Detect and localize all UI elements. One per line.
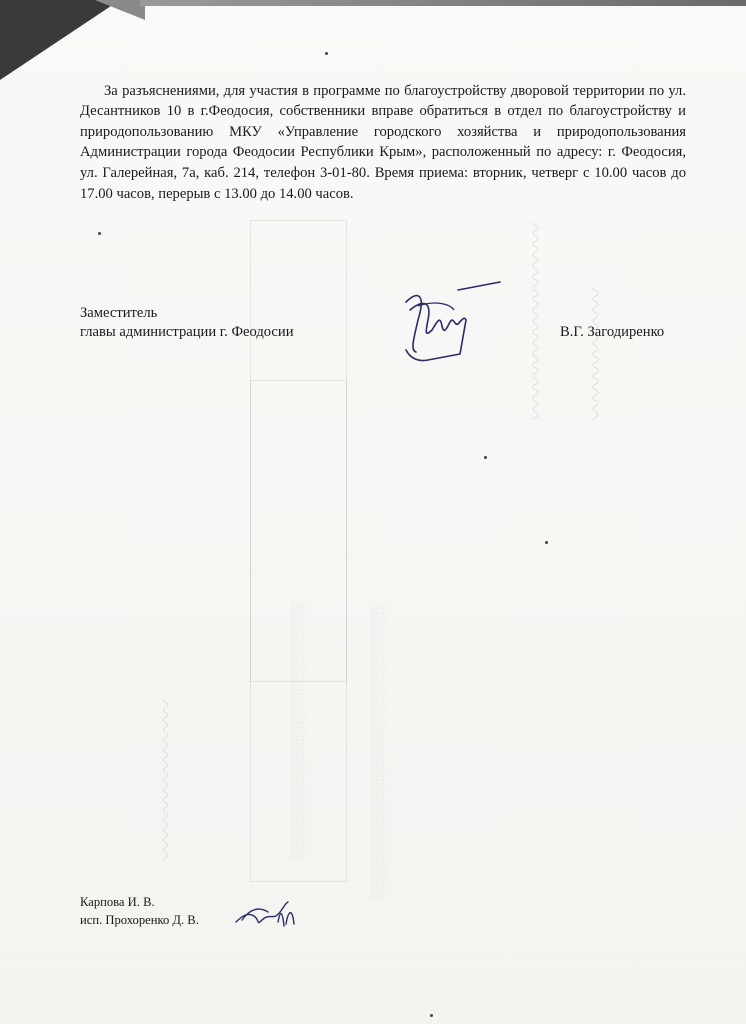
dust-speck (484, 456, 487, 459)
footer-line-1: Карпова И. В. (80, 895, 155, 909)
bleed-through-handwriting: 〰〰〰〰〰〰〰〰〰 (524, 221, 549, 420)
dust-speck (98, 232, 101, 235)
bleed-through-handwriting: 〰〰〰〰〰〰〰〰 (156, 700, 178, 860)
bleed-through-text: ░░░░░░░░░░░░░░░░░░░░░░░░░░░░ (290, 602, 305, 860)
top-edge-shadow (140, 0, 746, 6)
executor-signature (232, 898, 302, 932)
signatory-title-line2: главы администрации г. Феодосии (80, 324, 294, 340)
folded-corner-shadow (95, 0, 145, 20)
footer (80, 893, 199, 929)
dust-speck (325, 52, 328, 55)
bleed-through-text: ░░░░░░░░░░░░░░░░░░░░░░░░░░░░░░░░ (370, 605, 385, 900)
dust-speck (545, 541, 548, 544)
body-paragraph: За разъяснениями, для участия в программе по благоустройству дворовой территории по ул. Десантников 10 в г.Феодосия, собственники вправе обратиться в отдел по благоустройству и природопользованию МКУ «Управление городского хозяйства и природопользования Администрации города Феодосии Республики Крым», расположенный по адресу: г. Феодосия, ул. Галерейная, 7а, каб. 214, телефон 3-01-80. Время приема: вторник, четверг с 10.00 часов до 17.00 часов, перерыв с 13.00 до 14.00 часов. (80, 82, 686, 202)
bleed-through-handwriting: 〰〰〰〰〰〰 (584, 287, 609, 420)
signatory-name: В.Г. Загодиренко (560, 324, 665, 340)
handwritten-signature (388, 280, 508, 370)
footer-line-2: исп. Прохоренко Д. В. (80, 913, 199, 927)
dust-speck (430, 1014, 433, 1017)
signatory-title-line1: Заместитель (80, 305, 158, 321)
